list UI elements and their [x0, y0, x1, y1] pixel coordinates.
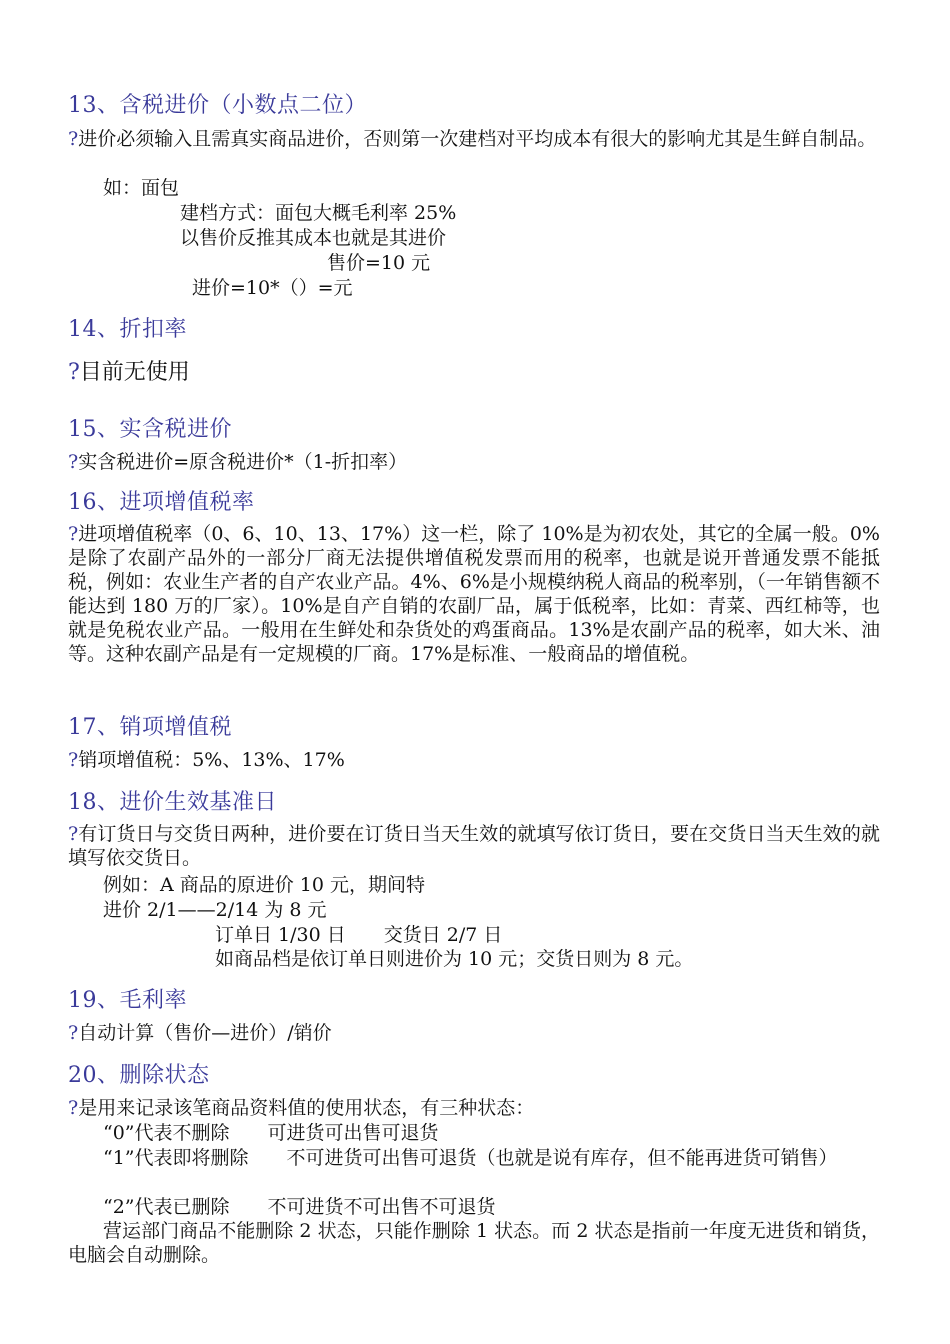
- section-16-heading: 16、进项增值税率: [68, 490, 255, 515]
- section-14-heading: 14、折扣率: [68, 317, 187, 342]
- section-13-example-label: 如：面包: [103, 177, 180, 199]
- section-19-body: [68, 1021, 332, 1045]
- section-18-example-1: 例如：A 商品的原进价 10 元，期间特: [103, 874, 426, 896]
- section-20-note: 营运部门商品不能删除 2 状态，只能作删除 1 状态。而 2 状态是指前一年度无进货和销货，电脑会自动删除。: [68, 1220, 880, 1266]
- section-15-text: 实含税进价=原含税进价*（1-折扣率）: [78, 451, 408, 473]
- section-20-status-0: “0”代表不删除 可进货可出售可退货: [103, 1122, 439, 1144]
- section-17-text: 销项增值税：5%、13%、17%: [78, 749, 345, 771]
- section-15-heading: 15、实含税进价: [68, 417, 232, 442]
- bullet-icon: ?: [68, 823, 79, 845]
- section-19-text: 自动计算（售价—进价）/销价: [78, 1022, 332, 1044]
- section-19-heading: 19、毛利率: [68, 988, 187, 1013]
- section-14-body: [68, 361, 190, 385]
- section-18-text: 有订货日与交货日两种，进价要在订货日当天生效的就填写依订货日，要在交货日当天生效的就填写依交货日。: [68, 823, 880, 869]
- section-20-text: 是用来记录该笔商品资料值的使用状态，有三种状态：: [78, 1097, 535, 1119]
- section-18-example-3: 订单日 1/30 日 交货日 2/7 日: [215, 924, 503, 946]
- bullet-icon: ?: [68, 523, 79, 545]
- section-13-method: 建档方式：面包大概毛利率 25%: [180, 202, 457, 224]
- bullet-icon: ?: [68, 749, 79, 771]
- section-13-reverse: 以售价反推其成本也就是其进价: [180, 227, 447, 249]
- section-18-example-4: 如商品档是依订单日则进价为 10 元；交货日则为 8 元。: [215, 948, 694, 970]
- section-20-status-2: “2”代表已删除 不可进货不可出售不可退货: [103, 1196, 496, 1218]
- section-13-heading: 13、含税进价（小数点二位）: [68, 93, 367, 118]
- bullet-icon: ?: [68, 1022, 79, 1044]
- section-14-text: 目前无使用: [79, 360, 190, 385]
- section-18-heading: 18、进价生效基准日: [68, 790, 277, 815]
- section-20-body: [68, 1096, 534, 1120]
- section-13-formula: 进价=10*（）=元: [192, 277, 353, 299]
- section-17-body: [68, 748, 345, 772]
- section-17-heading: 17、销项增值税: [68, 715, 232, 740]
- bullet-icon: ?: [68, 360, 80, 385]
- section-20-heading: 20、删除状态: [68, 1063, 210, 1088]
- section-13-text: 进价必须输入且需真实商品进价，否则第一次建档对平均成本有很大的影响尤其是生鲜自制品。: [78, 128, 877, 150]
- section-20-status-1: “1”代表即将删除 不可进货可出售可退货（也就是说有库存，但不能再进货可销售）: [103, 1147, 838, 1169]
- section-16-text: 进项增值税率（0、6、10、13、17%）这一栏，除了 10%是为初农处，其它的全属一般。0%是除了农副产品外的一部分厂商无法提供增值税发票而用的税率，也就是说开普通发票不能抵税，例如：农业生产者的自产农业产品。4%、6%是小规模纳税人商品的税率别，（一年销售额不能达到 180 万的厂家）。10%是自产自销的农副厂品，属于低税率，比如：青菜、西红柿等，也就是免税农业产品。一般用在生鲜处和杂货处的鸡蛋商品。13%是农副产品的税率，如大米、油等。这种农副产品是有一定规模的厂商。17%是标准、一般商品的增值税。: [68, 523, 880, 665]
- section-16-body: [68, 522, 880, 666]
- section-13-price: 售价=10 元: [327, 252, 431, 274]
- bullet-icon: ?: [68, 128, 79, 150]
- bullet-icon: ?: [68, 451, 79, 473]
- section-13-body: [68, 127, 880, 151]
- bullet-icon: ?: [68, 1097, 79, 1119]
- section-18-body: [68, 822, 880, 870]
- section-18-example-2: 进价 2/1——2/14 为 8 元: [103, 899, 327, 921]
- section-15-body: [68, 450, 407, 474]
